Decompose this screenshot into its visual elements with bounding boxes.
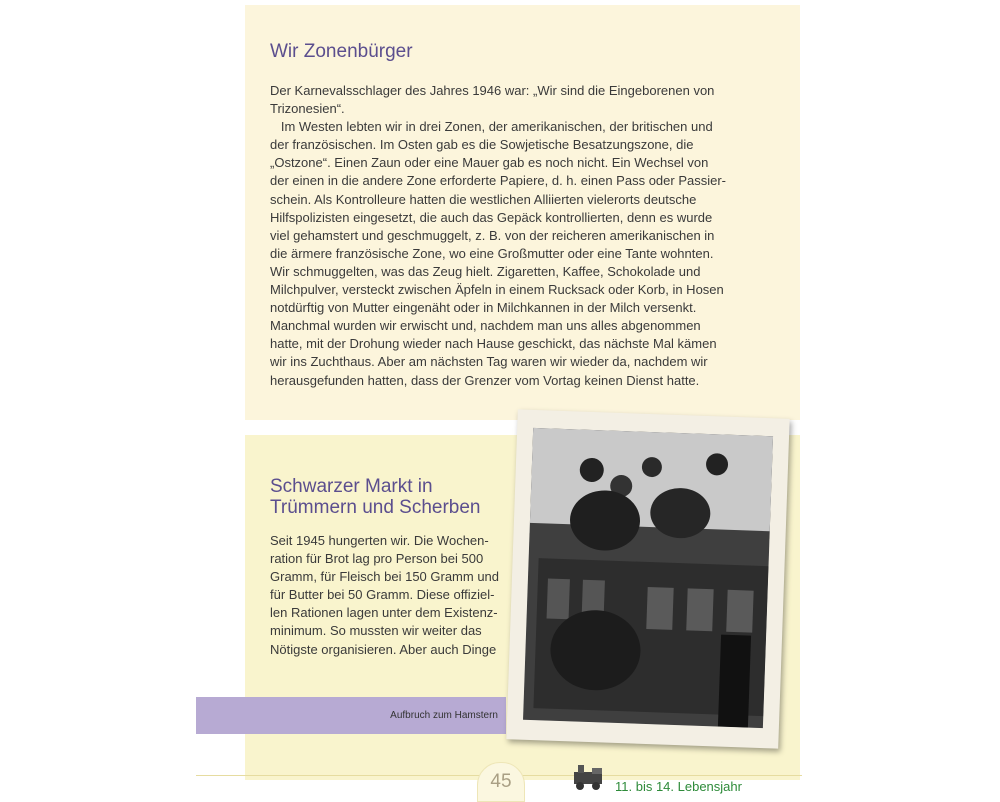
section-body-zonenbuerger — [270, 82, 740, 390]
text-line: der französischen. Im Osten gab es die Sowjetische Besatzungszone, die — [270, 137, 694, 153]
age-section-label: 11. bis 14. Lebensjahr — [615, 779, 742, 794]
text-line: hatte, mit der Drohung wieder nach Hause geschickt, das nächste Mal kämen — [270, 336, 717, 352]
train-photo — [523, 428, 773, 728]
title-line: Trümmern und Scherben — [270, 497, 481, 518]
text-line: Milchpulver, versteckt zwischen Äpfeln in einem Rucksack oder Korb, in Hosen — [270, 282, 724, 298]
text-line: Trizonesien“. — [270, 101, 345, 117]
text-line: „Ostzone“. Einen Zaun oder eine Mauer gab es noch nicht. Ein Wechsel von — [270, 155, 709, 171]
text-line: Hilfspolizisten eingesetzt, die auch das Gepäck kontrollierten, denn es wurde — [270, 209, 713, 225]
text-line: Nötigste organisieren. Aber auch Dinge — [270, 641, 497, 657]
text-line: Gramm, für Fleisch bei 150 Gramm und — [270, 569, 500, 585]
photo-caption: Aufbruch zum Hamstern — [390, 710, 498, 721]
text-line: die ärmere französische Zone, wo eine Großmutter oder eine Tante wohnten. — [270, 245, 714, 261]
title-line: Schwarzer Markt in — [270, 476, 433, 497]
text-line: Seit 1945 hungerten wir. Die Wochen- — [270, 533, 489, 548]
page-number: 45 — [477, 762, 525, 802]
text-line: len Rationen lagen unter dem Existenz- — [270, 605, 498, 621]
text-line: Wir schmuggelten, was das Zeug hielt. Zigaretten, Kaffee, Schokolade und — [270, 263, 701, 279]
text-line: wir ins Zuchthaus. Aber am nächsten Tag waren wir wieder da, nachdem wir — [270, 354, 708, 370]
section-title-schwarzmarkt — [270, 476, 500, 518]
locomotive-icon — [568, 760, 608, 792]
text-line: viel gehamstert und geschmuggelt, z. B. von der reicheren amerikanischen in — [270, 227, 715, 243]
photo-caption-bar — [196, 697, 506, 734]
text-line: Manchmal wurden wir erwischt und, nachdem man uns alles abgenommen — [270, 318, 701, 334]
section-body-schwarzmarkt — [270, 532, 510, 659]
text-line: schein. Als Kontrolleure hatten die westlichen Alliierten vielerorts deutsche — [270, 191, 697, 207]
text-line: Der Karnevalsschlager des Jahres 1946 war: „Wir sind die Eingeborenen von — [270, 83, 715, 98]
photo-frame — [506, 409, 789, 748]
text-line: Im Westen lebten wir in drei Zonen, der amerikanischen, der britischen und — [270, 119, 713, 135]
text-line: der einen in die andere Zone erforderte Papiere, d. h. einen Pass oder Passier- — [270, 173, 726, 189]
text-line: minimum. So mussten wir weiter das — [270, 623, 482, 639]
text-line: herausgefunden hatten, dass der Grenzer vom Vortag keinen Dienst hatte. — [270, 372, 700, 388]
train-photo-illustration — [523, 428, 773, 728]
text-line: ration für Brot lag pro Person bei 500 — [270, 551, 484, 567]
text-line: notdürftig von Mutter eingenäht oder in Milchkannen in der Milch versenkt. — [270, 300, 697, 316]
text-line: für Butter bei 50 Gramm. Diese offiziel- — [270, 587, 495, 603]
section-title-zonenbuerger: Wir Zonenbürger — [270, 41, 413, 62]
